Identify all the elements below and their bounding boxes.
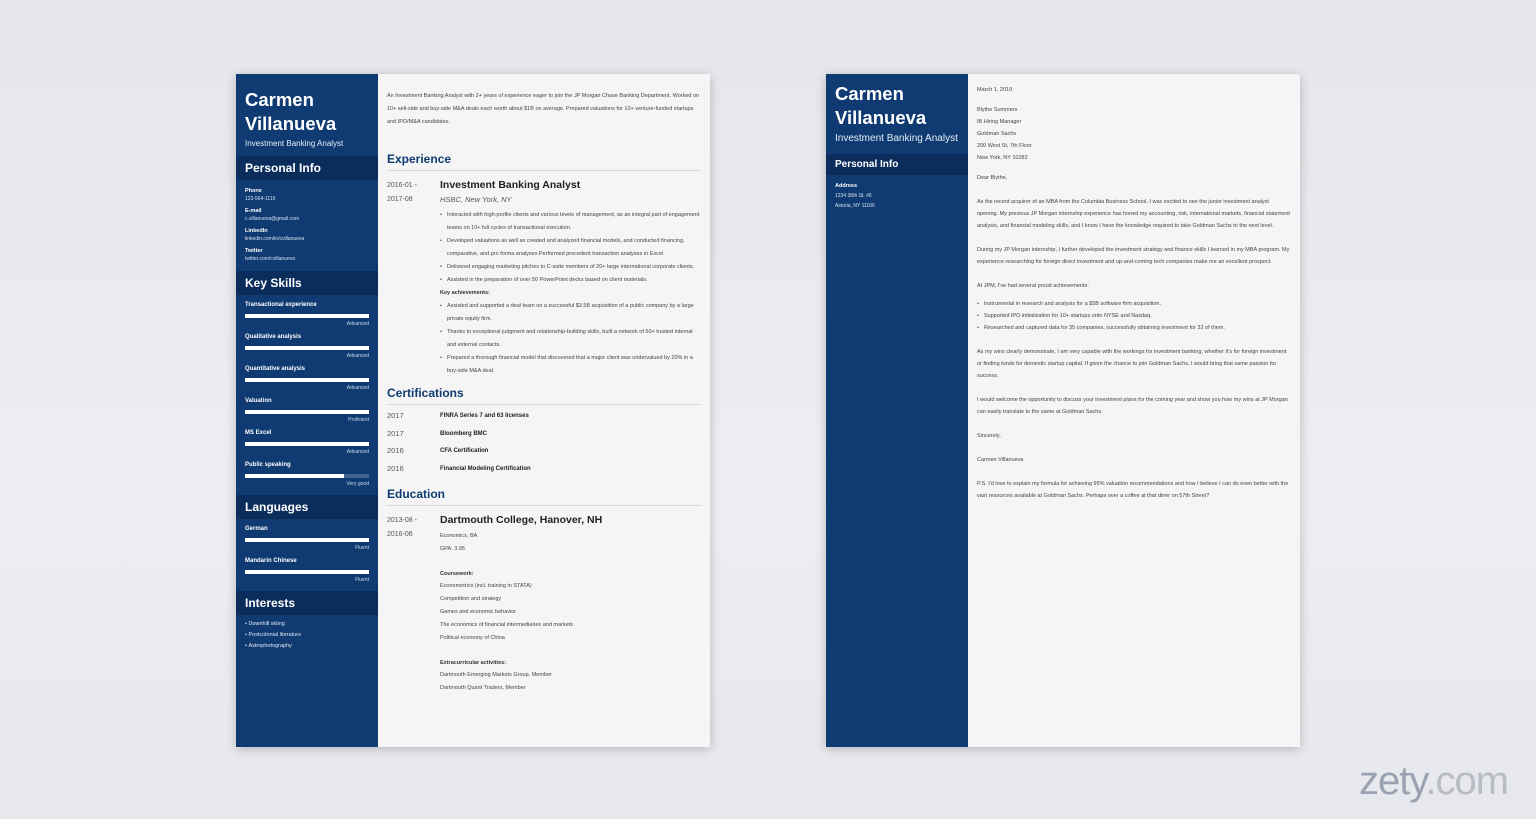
list-item: • Prepared a thorough financial model that discovered that a major client was undervalued by 20% in a buy-side M&A deal. — [440, 352, 701, 378]
skill-item — [236, 334, 378, 359]
skill-bar-fill — [245, 314, 369, 318]
certification-name: Financial Modeling Certification — [440, 465, 531, 472]
address-line: 1234 36th St. #6 — [835, 193, 872, 199]
skill-bar-fill — [245, 346, 369, 350]
letter-paragraph: I would welcome the opportunity to discuss your investment plans for the coming year and show you how my wins at JP Morgan can easily translate to the same at Goldman Sachs. — [977, 397, 1288, 415]
coursework-item: Political economy of China — [440, 635, 505, 641]
interests-heading: Interests — [236, 591, 378, 615]
recipient-block — [977, 104, 1290, 164]
language-bar — [245, 570, 369, 574]
education-degree: Economics, BA — [440, 533, 478, 539]
certification-year: 2016 — [387, 446, 404, 455]
list-item: • Assisted in the preparation of over 50 PowerPoint decks based on client materials. — [440, 274, 701, 287]
certification-row — [387, 446, 701, 464]
recipient-line: 200 West St, 7th Floor — [977, 143, 1032, 149]
resume-main — [378, 74, 710, 747]
language-name: German — [245, 526, 268, 532]
skill-level: Very good — [346, 481, 369, 487]
phone-label: Phone — [245, 188, 262, 194]
email-value[interactable]: c.villanueva@gmail.com — [245, 216, 299, 222]
language-bar-fill — [245, 570, 369, 574]
certification-row — [387, 429, 701, 447]
certification-year: 2017 — [387, 428, 404, 438]
skill-bar — [245, 474, 369, 478]
skill-name: Qualitative analysis — [245, 334, 302, 340]
letter-personal-info-heading: Personal Info — [826, 154, 968, 175]
certification-year: 2017 — [387, 411, 404, 420]
skill-name: Valuation — [245, 398, 272, 404]
email-label: E-mail — [245, 208, 262, 214]
skill-level: Advanced — [346, 385, 369, 391]
resume-page — [236, 74, 710, 747]
address-line: Astoria, NY 11106 — [835, 203, 875, 209]
skill-bar — [245, 346, 369, 350]
letter-personal-info — [826, 175, 968, 209]
personal-info — [236, 180, 378, 262]
resume-summary: An Investment Banking Analyst with 2+ years of experience eager to join the JP Morgan Chase Banking Department. Worked on 10+ sell-side and buy-side M&A deals each worth about $1B on average. Prepared valuations for 10+ venture-funded startups and IPO/M&A candidates. — [387, 93, 700, 125]
resume-sidebar — [236, 74, 378, 747]
key-skills-heading: Key Skills — [236, 271, 378, 295]
list-item: • Thanks to exceptional judgment and relationship-building skills, built a network of 50+ trusted internal and external contacts. — [440, 326, 701, 352]
experience-dates — [387, 179, 437, 207]
skill-bar — [245, 378, 369, 382]
resume-name — [245, 88, 369, 136]
interests-list — [236, 621, 378, 649]
languages-heading: Languages — [236, 495, 378, 519]
skill-item — [236, 302, 378, 327]
experience-date-start: 2016-01 - — [387, 182, 417, 189]
skill-level: Advanced — [346, 449, 369, 455]
skill-name: MS Excel — [245, 430, 272, 436]
language-item — [236, 526, 378, 551]
logo-main: zety — [1359, 759, 1426, 803]
education-gpa: GPA: 3.95 — [440, 546, 465, 552]
resume-first-name: Carmen — [245, 89, 314, 110]
extracurricular-label: Extracurricular activities: — [440, 660, 507, 666]
letter-paragraph: As the recent acquirer of an MBA from the Columbia Business School, I was excited to see the junior investment analyst opening. My previous JP Morgan internship experience has honed my accounting, risk, international markets, financial statement analysis, and financial modeling skills, and I know I have the knowledge required to take Goldman Sachs to the next level. — [977, 199, 1290, 229]
certification-name: FINRA Series 7 and 63 licenses — [440, 413, 529, 419]
address-label: Address — [835, 183, 858, 189]
skill-bar — [245, 442, 369, 446]
experience-bullets — [440, 209, 701, 287]
resume-last-name: Villanueva — [245, 113, 337, 134]
skills-list — [236, 302, 378, 487]
language-level: Fluent — [355, 577, 369, 583]
experience-entry — [387, 179, 701, 378]
achievements-bullets — [440, 300, 701, 378]
language-name: Mandarin Chinese — [245, 558, 297, 564]
education-date-start: 2013-08 - — [387, 517, 417, 524]
letter-closing: Sincerely, — [977, 433, 1001, 439]
skill-bar-fill — [245, 378, 369, 382]
certification-name: CFA Certification — [440, 448, 489, 454]
letter-signature: Carmen Villanueva — [977, 457, 1024, 463]
certification-year: 2016 — [387, 463, 404, 473]
letter-name — [835, 82, 959, 130]
list-item: • Instrumental in research and analysis for a $5B software firm acquisition. — [977, 298, 1290, 310]
letter-postscript: P.S. I'd love to explain my formula for achieving 95% valuation recommendations and how I believe I can do even better with the vast resources available at Goldman Sachs. Perhaps over a coffee at that diner on 57th Street? — [977, 481, 1289, 499]
coursework-item: The economics of financial intermediaries and markets — [440, 622, 573, 628]
zety-logo — [1359, 757, 1508, 805]
skill-item — [236, 366, 378, 391]
recipient-line: IB Hiring Manager — [977, 119, 1022, 125]
language-bar — [245, 538, 369, 542]
coursework-item: Games and economic behavior — [440, 609, 517, 615]
skill-name: Quantitative analysis — [245, 366, 306, 372]
letter-sidebar — [826, 74, 968, 747]
letter-greeting: Dear Blythe, — [977, 175, 1008, 181]
experience-title: Investment Banking Analyst — [440, 179, 581, 191]
letter-paragraph: During my JP Morgan internship, I further developed the investment strategy and finance skills I learned in my MBA program. My experience researching for foreign direct investment and up-and-coming tech companies make me an excellent prospect. — [977, 247, 1290, 265]
skill-bar — [245, 410, 369, 414]
language-bar-fill — [245, 538, 369, 542]
education-date-end: 2016-06 — [387, 531, 413, 538]
experience-company: HSBC, New York, NY — [440, 195, 512, 204]
coursework-label: Coursework: — [440, 571, 474, 577]
education-entry — [387, 514, 701, 695]
letter-paragraph: At JPM, I've had several proud achievements: — [977, 283, 1089, 289]
interest-item: • Postcolonial literature — [245, 632, 369, 638]
certification-name: Bloomberg BMC — [440, 430, 487, 437]
list-item: • Interacted with high-profile clients and various levels of management, as an integral part of engagement teams on 10+ full cycles of transactional execution. — [440, 209, 701, 235]
logo-tld: .com — [1425, 759, 1509, 803]
skill-name: Public speaking — [245, 462, 291, 468]
phone-value: 123-564-1119 — [245, 196, 276, 202]
linkedin-label: LinkedIn — [245, 228, 268, 234]
coursework-item: Competition and strategy — [440, 596, 502, 602]
key-achievements-label: Key achievements: — [440, 290, 490, 296]
skill-level: Proficient — [348, 417, 369, 423]
letter-first-name: Carmen — [835, 83, 904, 104]
resume-job-title: Investment Banking Analyst — [245, 139, 344, 148]
letter-last-name: Villanueva — [835, 107, 927, 128]
experience-heading: Experience — [387, 152, 701, 171]
linkedin-value[interactable]: linkedin.com/in/cvillanueva — [245, 236, 305, 242]
education-dates — [387, 514, 437, 542]
interest-item: • Downhill skiing — [245, 621, 369, 627]
twitter-label: Twitter — [245, 248, 263, 254]
certification-row — [387, 411, 701, 429]
cover-letter-page — [826, 74, 1300, 747]
list-item: • Assisted and supported a deal team on a successful $3.5B acquisition of a public company by a large private equity firm. — [440, 300, 701, 326]
skill-level: Advanced — [346, 321, 369, 327]
list-item: • Researched and captured data for 35 companies, successfully obtaining investment for 32 of them. — [977, 322, 1290, 334]
letter-date: March 1, 2019 — [977, 87, 1013, 93]
skill-bar-fill — [245, 474, 344, 478]
twitter-value[interactable]: twitter.com/cvillanueva — [245, 256, 296, 262]
skill-item — [236, 398, 378, 423]
extracurricular-item: Dartmouth Emerging Markets Group, Member — [440, 672, 552, 678]
skill-bar-fill — [245, 442, 369, 446]
letter-achievements — [977, 298, 1290, 334]
personal-info-heading: Personal Info — [236, 156, 378, 180]
list-item: • Delivered engaging marketing pitches to C-suite members of 20+ large international corporate clients. — [440, 261, 701, 274]
skill-bar — [245, 314, 369, 318]
skill-name: Transactional experience — [245, 302, 317, 308]
letter-body — [977, 84, 1290, 514]
language-level: Fluent — [355, 545, 369, 551]
interest-item: • Astrophotography — [245, 643, 369, 649]
skill-level: Advanced — [346, 353, 369, 359]
experience-date-end: 2017-08 — [387, 196, 413, 203]
letter-job-title: Investment Banking Analyst — [835, 133, 958, 144]
skill-item — [236, 430, 378, 455]
language-item — [236, 558, 378, 583]
skill-item — [236, 462, 378, 487]
certification-row — [387, 464, 701, 482]
recipient-line: New York, NY 10282 — [977, 155, 1028, 161]
extracurricular-item: Dartmouth Quant Traders, Member — [440, 685, 526, 691]
certifications-heading: Certifications — [387, 386, 701, 405]
list-item: • Developed valuations as well as created and analyzed financial models, and conducted financing, comparative, and pro forma analyses.Performed precedent transaction analyses in Excel. — [440, 235, 701, 261]
education-school: Dartmouth College, Hanover, NH — [440, 514, 603, 526]
coursework-item: Econometrics (incl. training in STATA) — [440, 583, 532, 589]
letter-paragraph: As my wins clearly demonstrate, I am very capable with the workings for investment banking, whether it's for foreign investment or finding funds for domestic startup capital. If given the chance to join Goldman Sachs, I would bring that same passion for success. — [977, 349, 1287, 379]
recipient-line: Blythe Summers — [977, 107, 1018, 113]
education-heading: Education — [387, 487, 701, 506]
certifications-list — [378, 411, 710, 481]
skill-bar-fill — [245, 410, 369, 414]
languages-list — [236, 526, 378, 583]
list-item: • Supported IPO initialization for 10+ startups onto NYSE and Nasdaq. — [977, 310, 1290, 322]
recipient-line: Goldman Sachs — [977, 131, 1017, 137]
